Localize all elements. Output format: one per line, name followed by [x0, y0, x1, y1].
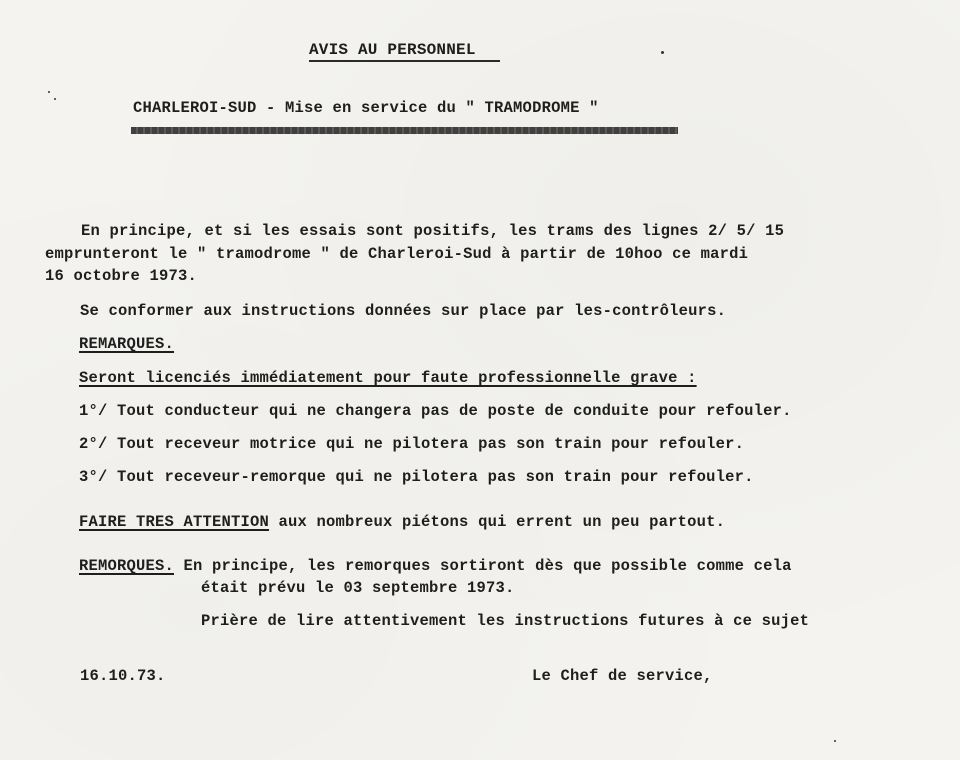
document-title: AVIS AU PERSONNEL — [309, 41, 476, 59]
list-item-2: 2°/ Tout receveur motrice qui ne pilotera pas son train pour refouler. — [79, 435, 745, 453]
document-subtitle: CHARLEROI-SUD - Mise en service du " TRAMODROME " — [133, 99, 599, 117]
ink-speck — [54, 98, 56, 100]
attention-text: aux nombreux piétons qui errent un peu partout. — [269, 513, 726, 531]
paragraph-1-line-2: emprunteront le " tramodrome " de Charleroi-Sud à partir de 10hoo ce mardi — [45, 245, 749, 263]
attention-line — [79, 513, 725, 531]
ink-speck — [834, 740, 836, 742]
request-line: Prière de lire attentivement les instructions futures à ce sujet — [201, 612, 810, 630]
paragraph-1-line-3: 16 octobre 1973. — [45, 267, 198, 285]
dismissal-statement: Seront licenciés immédiatement pour faute professionnelle grave : — [79, 369, 697, 387]
document-date: 16.10.73. — [80, 667, 166, 685]
trailers-label: REMORQUES. — [79, 557, 175, 575]
list-item-3: 3°/ Tout receveur-remorque qui ne pilotera pas son train pour refouler. — [79, 468, 754, 486]
subtitle-double-underline — [131, 127, 678, 134]
paragraph-2: Se conformer aux instructions données sur place par les-contrôleurs. — [80, 302, 727, 320]
remarks-heading: REMARQUES. — [79, 335, 175, 353]
ink-speck — [48, 91, 50, 93]
title-underline — [309, 60, 500, 62]
ink-speck — [661, 51, 664, 54]
trailers-line-1 — [79, 557, 792, 575]
attention-label: FAIRE TRES ATTENTION — [79, 513, 270, 531]
list-item-1: 1°/ Tout conducteur qui ne changera pas de poste de conduite pour refouler. — [79, 402, 792, 420]
trailers-text-1: En principe, les remorques sortiront dès que possible comme cela — [174, 557, 792, 575]
paragraph-1-line-1: En principe, et si les essais sont positifs, les trams des lignes 2/ 5/ 15 — [81, 222, 785, 240]
signature-line: Le Chef de service, — [532, 667, 713, 685]
trailers-line-2: était prévu le 03 septembre 1973. — [201, 579, 515, 597]
